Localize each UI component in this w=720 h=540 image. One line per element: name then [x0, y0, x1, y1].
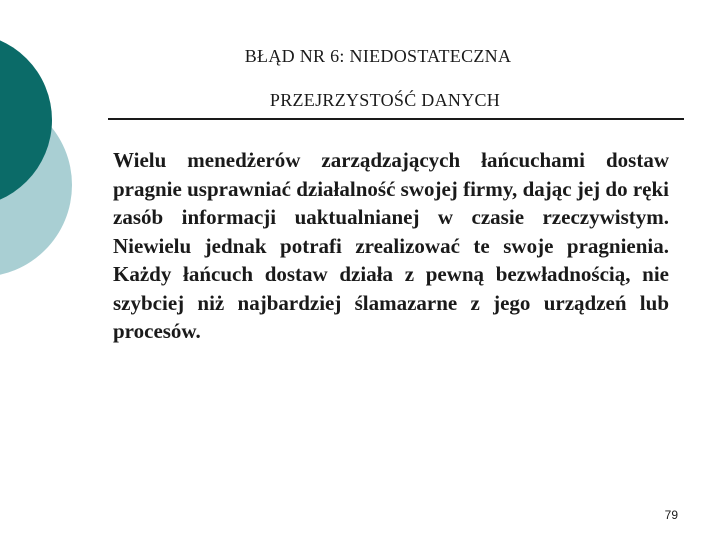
title-underline — [108, 118, 684, 120]
decorative-circles-graphic — [0, 0, 90, 300]
page-number: 79 — [664, 508, 678, 522]
decorative-circles — [0, 0, 90, 300]
slide-title-line-1: BŁĄD NR 6: NIEDOSTATECZNA — [244, 46, 512, 66]
body-paragraph: Wielu menedżerów zarządzających łańcuchami dostaw pragnie usprawniać działalność swojej firmy, dając jej do ręki zasób informacji uaktualnianej w czasie rzeczywistym. Niewielu jednak potrafi zrealizować te swoje pragnienia. Każdy łańcuch dostaw działa z pewną bezwładnością, nie szybciej niż najbardziej ślamazarne z jego urządzeń lub procesów. — [113, 148, 669, 343]
slide-body — [113, 146, 669, 346]
slide-title-line-2: PRZEJRZYSTOŚĆ DANYCH — [269, 90, 501, 110]
